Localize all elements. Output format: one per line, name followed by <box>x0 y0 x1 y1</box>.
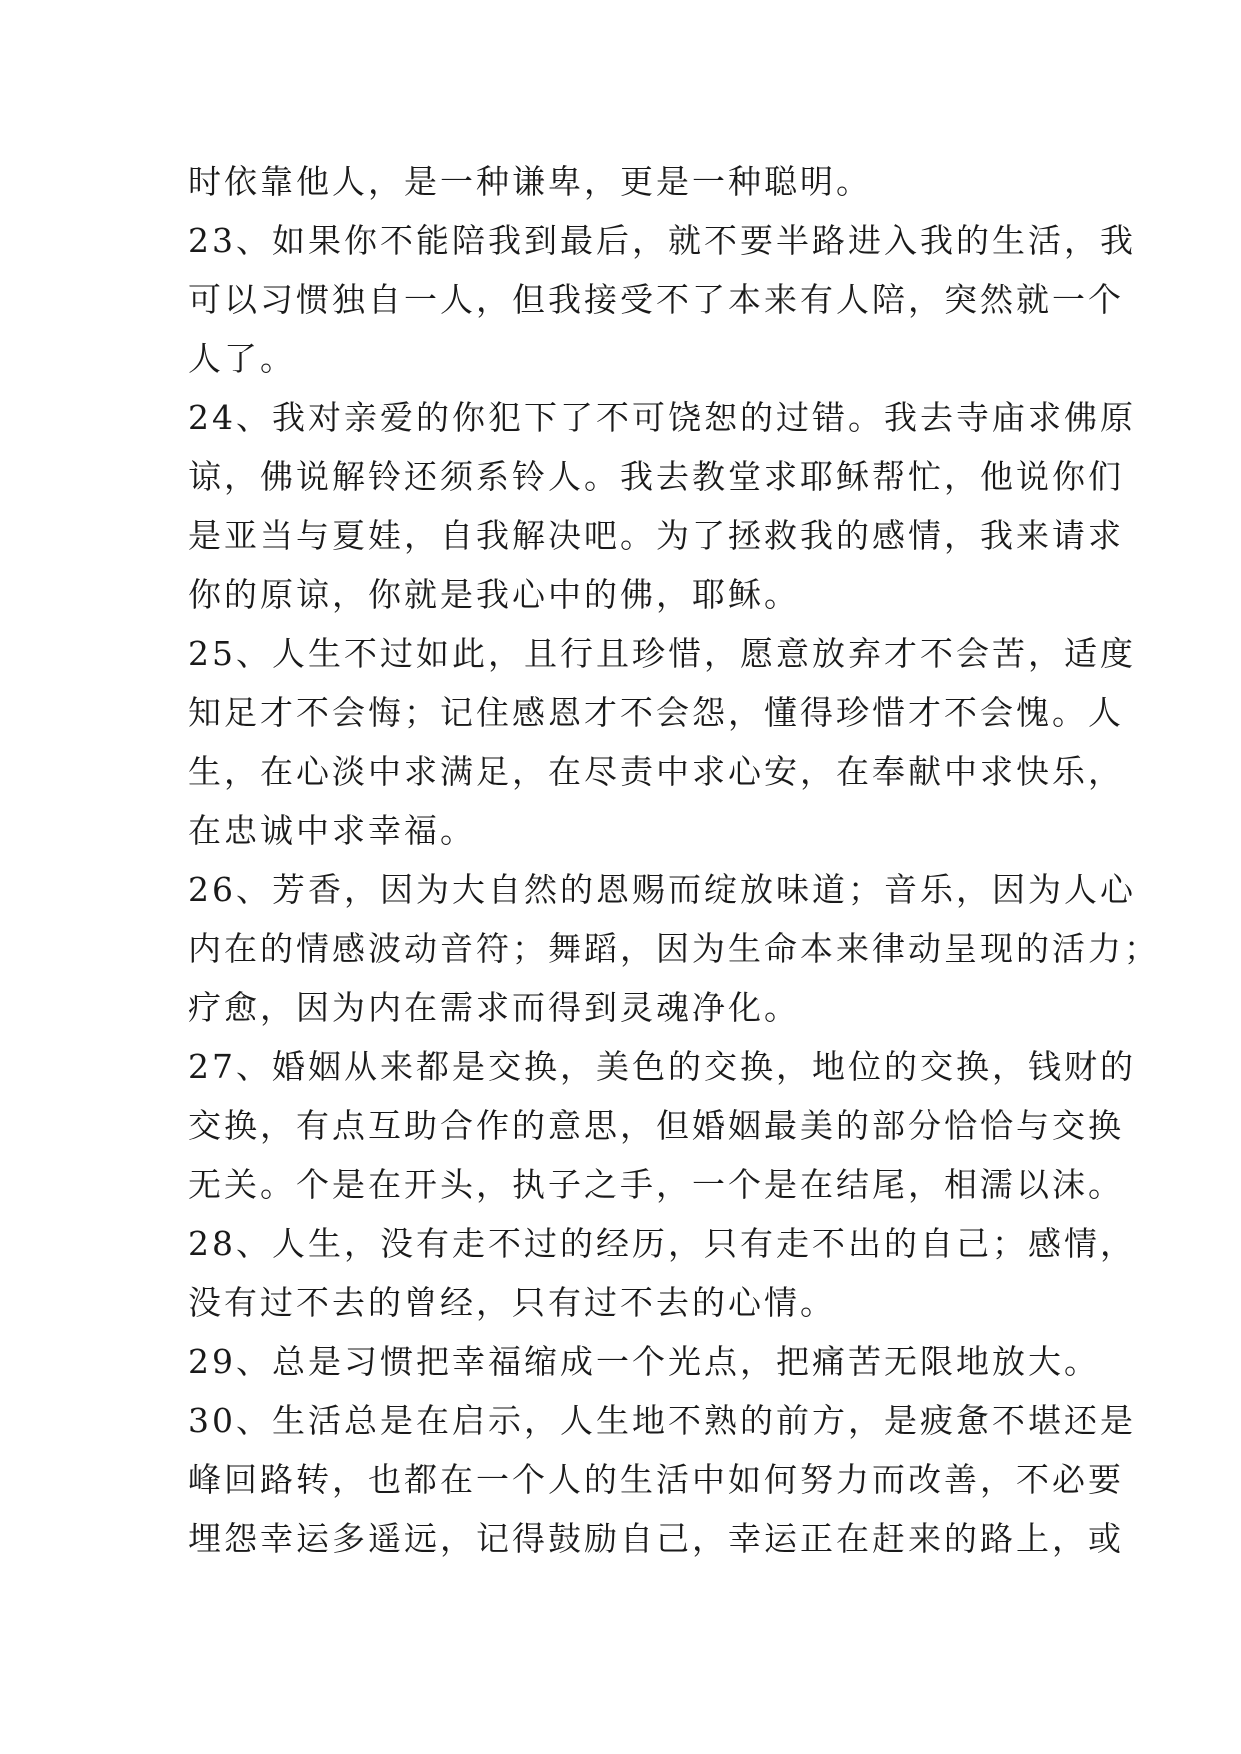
text-line: 29、总是习惯把幸福缩成一个光点，把痛苦无限地放大。 <box>188 1342 1100 1381</box>
text-line: 内在的情感波动音符；舞蹈，因为生命本来律动呈现的活力； <box>188 929 1160 968</box>
text-line: 23、如果你不能陪我到最后，就不要半路进入我的生活，我 <box>188 221 1136 260</box>
text-line: 27、婚姻从来都是交换，美色的交换，地位的交换，钱财的 <box>188 1047 1136 1086</box>
text-line: 你的原谅，你就是我心中的佛，耶稣。 <box>188 575 800 614</box>
text-line: 26、芳香，因为大自然的恩赐而绽放味道；音乐，因为人心 <box>188 870 1136 909</box>
text-line: 25、人生不过如此，且行且珍惜，愿意放弃才不会苦，适度 <box>188 634 1136 673</box>
text-line: 是亚当与夏娃，自我解决吧。为了拯救我的感情，我来请求 <box>188 516 1124 555</box>
text-line: 埋怨幸运多遥远，记得鼓励自己，幸运正在赶来的路上，或 <box>188 1519 1124 1558</box>
text-line: 时依靠他人，是一种谦卑，更是一种聪明。 <box>188 162 872 201</box>
text-line: 谅，佛说解铃还须系铃人。我去教堂求耶稣帮忙，他说你们 <box>188 457 1124 496</box>
text-line: 交换，有点互助合作的意思，但婚姻最美的部分恰恰与交换 <box>188 1106 1124 1145</box>
document-body <box>188 152 1160 1568</box>
text-line: 没有过不去的曾经，只有过不去的心情。 <box>188 1283 836 1322</box>
text-line: 生，在心淡中求满足，在尽责中求心安，在奉献中求快乐， <box>188 752 1124 791</box>
text-line: 24、我对亲爱的你犯下了不可饶恕的过错。我去寺庙求佛原 <box>188 398 1136 437</box>
text-line: 峰回路转，也都在一个人的生活中如何努力而改善，不必要 <box>188 1460 1124 1499</box>
text-line: 30、生活总是在启示，人生地不熟的前方，是疲惫不堪还是 <box>188 1401 1136 1440</box>
text-line: 知足才不会悔；记住感恩才不会怨，懂得珍惜才不会愧。人 <box>188 693 1124 732</box>
text-line: 无关。个是在开头，执子之手，一个是在结尾，相濡以沫。 <box>188 1165 1124 1204</box>
text-line: 在忠诚中求幸福。 <box>188 811 476 850</box>
text-line: 人了。 <box>188 339 296 378</box>
text-line: 疗愈，因为内在需求而得到灵魂净化。 <box>188 988 800 1027</box>
text-line: 可以习惯独自一人，但我接受不了本来有人陪，突然就一个 <box>188 280 1124 319</box>
text-line: 28、人生，没有走不过的经历，只有走不出的自己；感情， <box>188 1224 1136 1263</box>
